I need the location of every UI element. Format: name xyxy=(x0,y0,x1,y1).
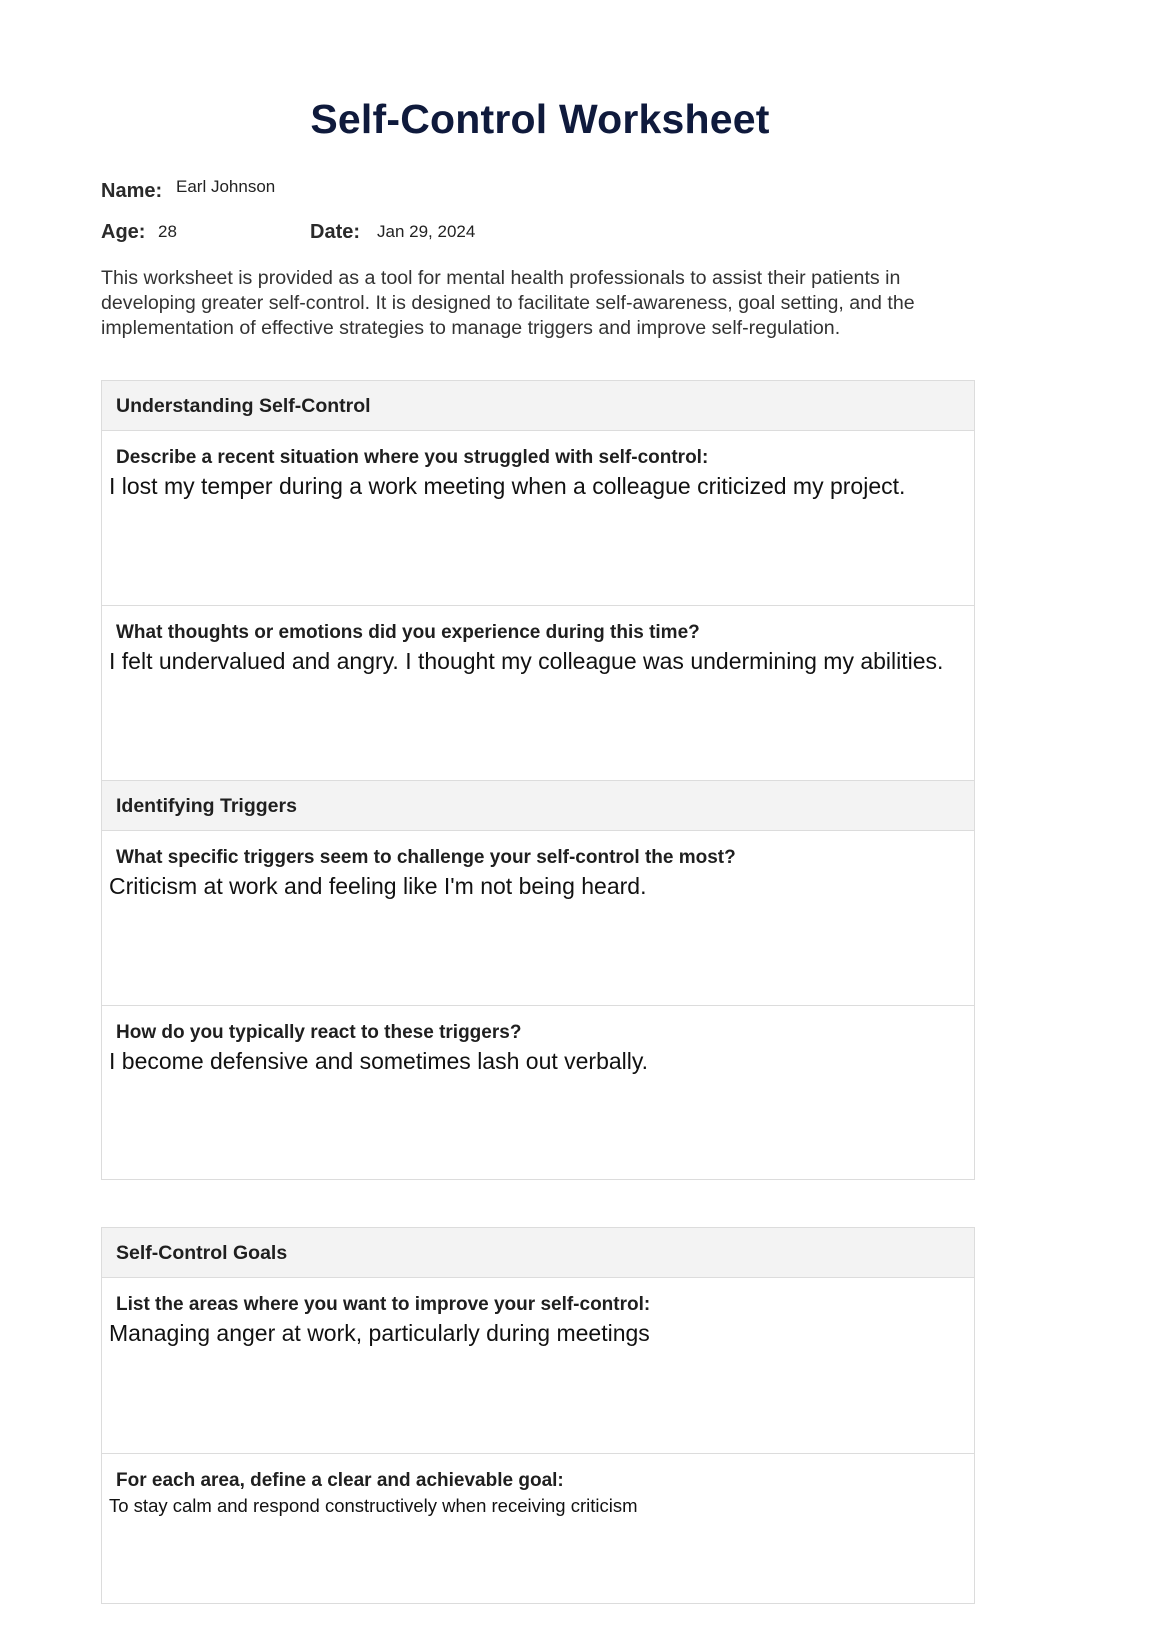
question-block xyxy=(102,1454,974,1603)
question-label: What specific triggers seem to challenge your self-control the most? xyxy=(116,847,736,868)
question-block xyxy=(102,431,974,606)
name-label: Name: xyxy=(101,180,163,202)
question-label: For each area, define a clear and achievable goal: xyxy=(116,1470,564,1491)
name-value: Earl Johnson xyxy=(176,177,276,196)
question-block xyxy=(102,831,974,1006)
question-label: List the areas where you want to improve your self-control: xyxy=(116,1294,651,1315)
age-value: 28 xyxy=(158,222,177,241)
worksheet-title: Self-Control Worksheet xyxy=(310,96,770,142)
section-header-goals: Self-Control Goals xyxy=(102,1228,974,1278)
answer-text: Managing anger at work, particularly during meetings xyxy=(109,1320,650,1346)
answer-text: To stay calm and respond constructively when receiving criticism xyxy=(109,1495,638,1516)
question-block xyxy=(102,1006,974,1179)
answer-text: Criticism at work and feeling like I'm not being heard. xyxy=(109,873,647,899)
section-header-understanding: Understanding Self-Control xyxy=(102,381,974,431)
age-label: Age: xyxy=(101,221,146,243)
date-value: Jan 29, 2024 xyxy=(377,222,476,241)
intro-paragraph: This worksheet is provided as a tool for mental health professionals to assist their patients in developing greater self-control. It is designed to facilitate self-awareness, goal setting, and the implementation of effective strategies to manage triggers and improve self-regulation. xyxy=(101,267,915,339)
question-label: Describe a recent situation where you struggled with self-control: xyxy=(116,447,709,468)
question-block xyxy=(102,1278,974,1454)
section-understanding-triggers xyxy=(101,380,975,1180)
question-label: How do you typically react to these triggers? xyxy=(116,1022,522,1043)
answer-text: I felt undervalued and angry. I thought my colleague was undermining my abilities. xyxy=(109,648,944,674)
question-block xyxy=(102,606,974,781)
date-label: Date: xyxy=(310,221,361,243)
answer-text: I lost my temper during a work meeting when a colleague criticized my project. xyxy=(109,473,906,499)
section-header-triggers: Identifying Triggers xyxy=(102,781,974,831)
question-label: What thoughts or emotions did you experience during this time? xyxy=(116,622,700,643)
answer-text: I become defensive and sometimes lash out verbally. xyxy=(109,1048,649,1074)
section-goals xyxy=(101,1227,975,1604)
